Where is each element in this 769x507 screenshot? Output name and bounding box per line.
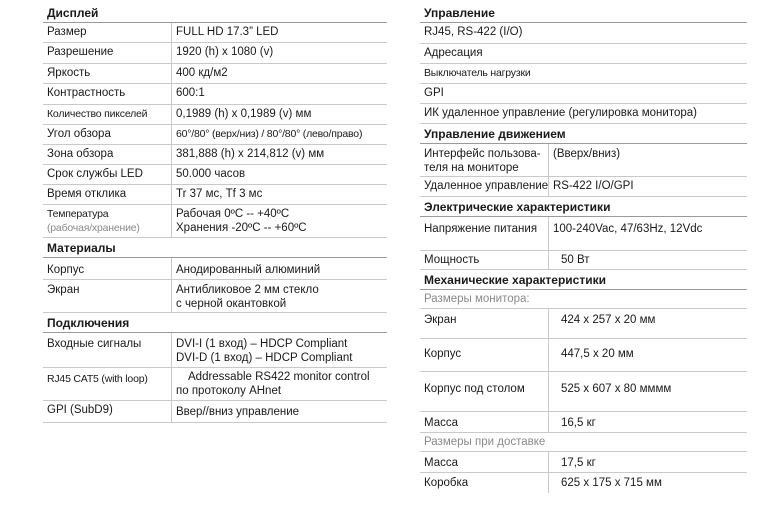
row-label: Корпус [424, 348, 462, 360]
list-item [420, 84, 747, 104]
section-title-mechanical: Механические характеристики [420, 270, 747, 290]
table-row [420, 412, 747, 433]
inputs-value-line1: DVI-I (1 вход) – HDCP Compliant [176, 338, 348, 350]
table-row [43, 165, 387, 185]
row-value: 424 x 257 x 20 мм [548, 309, 747, 338]
row-value: 1920 (h) x 1080 (v) [171, 43, 387, 63]
interface-label-line2: теля на мониторе [424, 162, 519, 174]
row-label: Удаленное управление [424, 180, 548, 192]
table-row [420, 372, 747, 412]
row-value: (Вверх/вниз) [548, 144, 747, 176]
row-label: RJ45 CAT5 (with loop) [47, 373, 148, 385]
row-value: 16,5 кг [548, 412, 747, 432]
control-item: GPI [424, 87, 444, 99]
row-label: Размер [47, 26, 87, 38]
right-spec-column [420, 3, 747, 493]
row-value: Анодированный алюминий [171, 258, 387, 279]
table-row [43, 43, 387, 64]
screen-value-line1: Антибликовое 2 мм стекло [176, 284, 319, 296]
section-title-electrical: Электрические характеристики [420, 197, 747, 217]
list-item [420, 104, 747, 124]
row-value: 600:1 [171, 84, 387, 104]
temperature-storage: Хранения -20ºC -- +60ºC [176, 222, 307, 234]
table-row [420, 144, 747, 177]
table-row [43, 23, 387, 43]
table-row [43, 105, 387, 125]
section-title-display: Дисплей [43, 3, 387, 23]
row-value: 525 x 607 x 80 мммм [548, 372, 747, 411]
row-value [171, 205, 387, 237]
row-label: Корпус под столом [424, 383, 525, 395]
section-title-connections: Подключения [43, 313, 387, 333]
row-value: Ввер//вниз управление [171, 401, 387, 422]
table-row [43, 401, 387, 423]
control-item: Адресация [424, 47, 483, 59]
list-item [420, 44, 747, 64]
row-label: Коробка [424, 477, 469, 489]
table-row [420, 177, 747, 197]
table-row [420, 473, 747, 493]
screen-value-line2: с черной окантовкой [176, 298, 287, 310]
row-label: Угол обзора [47, 128, 111, 140]
row-label: Масса [424, 417, 459, 429]
row-value: 50 Вт [548, 251, 747, 269]
row-value: 447,5 x 20 мм [548, 339, 747, 371]
row-value: 0,1989 (h) x 0,1989 (v) мм [171, 105, 387, 124]
table-row [43, 280, 387, 313]
row-value: 60°/80° (верх/низ) / 80°/80° (лево/право) [171, 125, 387, 144]
row-value [171, 333, 387, 367]
monitor-sizes-subheading: Размеры монитора: [424, 293, 530, 305]
row-value: 100-240Vac, 47/63Hz, 12Vdc [548, 217, 747, 250]
row-label: Разрешение [47, 46, 114, 58]
row-label: Масса [424, 457, 459, 469]
temperature-operating: Рабочая 0ºC -- +40ºC [176, 208, 290, 220]
row-value: 17,5 кг [548, 452, 747, 472]
row-label: Контрастность [47, 87, 126, 99]
row-value: FULL HD 17.3” LED [171, 23, 387, 42]
shipping-sizes-subheading: Размеры при доставке [424, 436, 546, 448]
table-row [43, 64, 387, 84]
row-label: Яркость [47, 67, 91, 79]
row-label: Срок службы LED [47, 168, 143, 180]
table-row [43, 185, 387, 205]
row-value: Tr 37 мс, Tf 3 мс [171, 185, 387, 204]
control-item: Выключатель нагрузки [424, 67, 531, 79]
table-row [420, 309, 747, 339]
table-row [43, 125, 387, 145]
left-spec-column [43, 3, 387, 423]
row-label: Экран [47, 284, 80, 296]
list-item [420, 64, 747, 84]
table-row [420, 217, 747, 251]
row-label: Напряжение питания [424, 223, 538, 235]
row-label: Время отклика [47, 188, 127, 200]
row-value: 50.000 часов [171, 165, 387, 184]
list-item [420, 23, 747, 44]
row-label: Количество пикселей [47, 108, 148, 120]
temperature-label: Температура [47, 208, 109, 220]
row-value: 625 x 175 x 715 мм [548, 473, 747, 493]
rj45-value-line2: по протоколу AHnet [176, 385, 282, 397]
rj45-value-line1: Addressable RS422 monitor control [188, 371, 370, 383]
table-row-temperature [43, 205, 387, 238]
table-row [420, 339, 747, 372]
inputs-value-line2: DVI-D (1 вход) – HDCP Compliant [176, 352, 353, 364]
row-label: Корпус [47, 264, 85, 276]
row-label [43, 205, 171, 237]
row-label [420, 144, 548, 176]
row-label: Мощность [424, 254, 480, 266]
section-title-materials: Материалы [43, 238, 387, 258]
section-title-control: Управление [420, 3, 747, 23]
subheading-row [420, 290, 747, 309]
row-value: 400 кд/м2 [171, 64, 387, 83]
row-label: Входные сигналы [47, 338, 142, 350]
temperature-sublabel: (рабочая/хранение) [47, 222, 140, 234]
control-item: ИК удаленное управление (регулировка монитора) [424, 107, 697, 119]
interface-label-line1: Интерфейс пользова- [424, 148, 541, 160]
table-row [420, 251, 747, 270]
table-row [43, 145, 387, 165]
row-label: Экран [424, 314, 457, 326]
table-row [43, 258, 387, 280]
row-value [171, 280, 387, 312]
row-value [171, 368, 387, 400]
table-row [43, 368, 387, 401]
control-item: RJ45, RS-422 (I/O) [424, 26, 523, 38]
row-label: Зона обзора [47, 148, 114, 160]
table-row [420, 452, 747, 473]
table-row [43, 84, 387, 105]
row-value: 381,888 (h) x 214,812 (v) мм [171, 145, 387, 164]
row-label: GPI (SubD9) [47, 404, 113, 416]
row-value: RS-422 I/O/GPI [548, 177, 747, 196]
table-row [43, 333, 387, 368]
subheading-row [420, 433, 747, 452]
section-title-motion: Управление движением [420, 124, 747, 144]
